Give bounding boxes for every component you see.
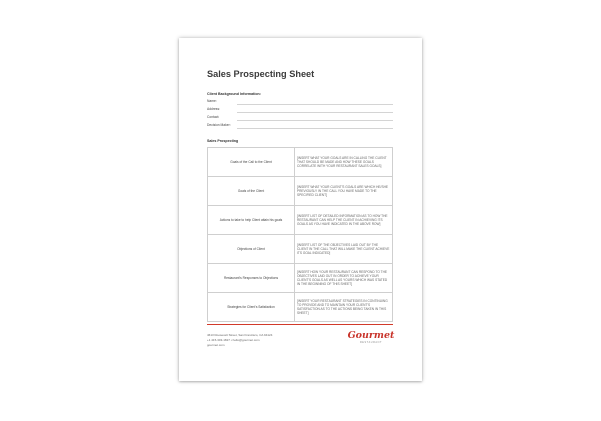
name-field-label: Name: [207, 99, 217, 103]
contact-field [207, 115, 393, 122]
decision-maker-field-line [237, 128, 393, 129]
contact-field-label: Contact: [207, 115, 220, 119]
gourmet-logo [347, 331, 395, 344]
row-value: [INSERT WHAT YOUR GOALS ARE IN CALLING THE CLIENT THAT SHOULD BE MADE AND HOW THESE GOALS CORRELATE WITH YOUR RESTAURANT SALES GOALS] [295, 148, 393, 177]
footer-phone-email: +1 415-303-1827 • hello@gourmet.com [207, 338, 260, 342]
footer-address: 4613 Roosevelt Street, San Francisco, CA 94124 [207, 333, 273, 337]
table-row [208, 148, 393, 177]
row-label: Objections of Client [208, 235, 295, 264]
footer-divider [207, 324, 393, 325]
document-page [179, 38, 422, 381]
row-label: Strategies for Client's Satisfaction [208, 293, 295, 322]
table-row [208, 264, 393, 293]
contact-field-line [237, 120, 393, 121]
logo-wordmark: Gourmet [347, 330, 395, 341]
row-value: [INSERT HOW YOUR RESTAURANT CAN RESPOND TO THE OBJECTIVES LAID OUT IN ORDER TO ACHIEVE YOUR CLIENT'S GOALS AS WELL AS YOURS WHICH WAS STATED IN THE BEGINNING OF THIS SHEET] [295, 264, 393, 293]
client-section-heading: Client Background Information: [207, 92, 261, 96]
row-label: Goals of the Client [208, 177, 295, 206]
row-value: [INSERT LIST OF DETAILED INFORMATION AS TO HOW THE RESTAURANT CAN HELP THE CLIENT IN ACHIEVING ITS GOALS AS YOU HAVE INDICATED IN THE ABOVE ROW] [295, 206, 393, 235]
prospecting-table [207, 147, 393, 322]
decision-maker-field-label: Decision Maker: [207, 123, 231, 127]
address-field [207, 107, 393, 114]
row-label: Actions to take to help Client attain his goals [208, 206, 295, 235]
name-field [207, 99, 393, 106]
table-row [208, 235, 393, 264]
footer-website: gourmet.com [207, 343, 225, 347]
row-label: Restaurant's Responses to Objections [208, 264, 295, 293]
table-row [208, 293, 393, 322]
table-row [208, 177, 393, 206]
row-label: Goals of the Call to the Client [208, 148, 295, 177]
row-value: [INSERT YOUR RESTAURANT STRATEGIES IN CONTINUING TO PROVIDE AND TO MAINTAIN YOUR CLIENT'S SATISFACTION AS TO THE ACTIONS BEING TAKEN IN THIS SHEET] [295, 293, 393, 322]
decision-maker-field [207, 123, 393, 130]
footer-contact-block [207, 333, 272, 348]
name-field-line [237, 104, 393, 105]
logo-tagline: RESTAURANT [359, 341, 383, 344]
prospecting-section-heading: Sales Prospecting [207, 139, 239, 143]
row-value: [INSERT LIST OF THE OBJECTIVES LAID OUT BY THE CLIENT IN THE CALL THAT WILL MAKE THE CLIENT ACHIEVE ITS GOAL INDICATED] [295, 235, 393, 264]
address-field-label: Address: [207, 107, 221, 111]
table-row [208, 206, 393, 235]
page-title: Sales Prospecting Sheet [207, 69, 315, 79]
row-value: [INSERT WHAT YOUR CLIENT'S GOALS ARE WHICH HE/SHE PREVIOUSLY IN THE CALL YOU HAVE MADE TO THE SPECIFIED CLIENT] [295, 177, 393, 206]
address-field-line [237, 112, 393, 113]
